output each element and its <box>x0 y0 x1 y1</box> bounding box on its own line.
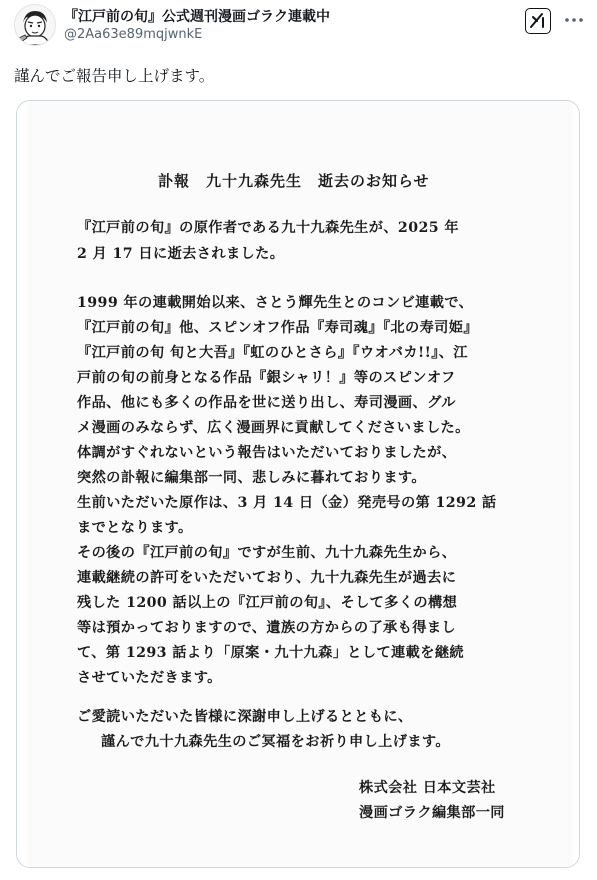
signature-company: 株式会社 日本文芸社 <box>359 780 496 796</box>
display-name[interactable]: 『江戸前の旬』公式週刊漫画ゴラク連載中 <box>64 9 330 25</box>
notice-line: 体調がすぐれないという報告はいただいておりましたが、 <box>77 445 457 461</box>
post-header <box>0 0 597 56</box>
notice-line: 突然の訃報に編集部一同、悲しみに暮れております。 <box>77 470 426 486</box>
notice-line: 等は預かっておりますので、遺族の方からの了承も得まし <box>77 620 456 636</box>
notice-line: 生前いただいた原作は、3 月 14 日（金）発売号の第 1292 話 <box>77 495 497 511</box>
grok-icon <box>526 9 549 32</box>
notice-line: 1999 年の連載開始以来、さとう輝先生とのコンビ連載で、 <box>77 295 474 311</box>
notice-line: 残した 1200 話以上の『江戸前の旬』、そして多くの構想 <box>77 595 458 611</box>
attached-image[interactable] <box>16 100 580 868</box>
notice-line: て、第 1293 話より「原案・九十九森」として連載を継続 <box>77 645 464 661</box>
avatar-illustration <box>15 5 55 45</box>
notice-line: 2 月 17 日に逝去されました。 <box>77 246 285 262</box>
notice-line: させていただきます。 <box>77 670 222 686</box>
more-icon <box>563 10 585 30</box>
notice-title: 訃報 九十九森先生 逝去のお知らせ <box>158 172 430 190</box>
grok-button[interactable] <box>525 8 551 34</box>
notice-line: 『江戸前の旬』他、スピンオフ作品『寿司魂』『北の寿司姫』 <box>77 320 478 336</box>
notice-line: 作品、他にも多くの作品を世に送り出し、寿司漫画、グル <box>77 395 456 411</box>
notice-line: までとなります。 <box>77 520 193 536</box>
signature-department: 漫画ゴラク編集部一同 <box>359 805 505 821</box>
notice-line: その後の『江戸前の旬』ですが生前、九十九森先生から、 <box>77 545 457 561</box>
notice-line: 連載継続の許可をいただいており、九十九森先生が過去に <box>77 570 457 586</box>
avatar[interactable] <box>14 4 56 46</box>
closing-line: ご愛読いただいた皆様に深謝申し上げるとともに、 <box>77 709 413 725</box>
notice-line: 『江戸前の旬 旬と大吾』『虹のひとさら』『ウオバカ!!』、江 <box>77 345 468 361</box>
notice-line: 戸前の旬の前身となる作品『銀シャリ！』等のスピンオフ <box>77 370 456 386</box>
notice-line: メ漫画のみならず、広く漫画界に貢献してくださいました。 <box>77 420 470 436</box>
notice-line: 『江戸前の旬』の原作者である九十九森先生が、2025 年 <box>77 220 459 236</box>
closing-line: 謹んで九十九森先生のご冥福をお祈り申し上げます。 <box>101 734 450 750</box>
notice-document <box>27 101 573 867</box>
user-handle[interactable]: @2Aa63e89mqjwnkE <box>64 27 203 42</box>
more-button[interactable] <box>563 10 585 30</box>
post-text: 謹んでご報告申し上げます。 <box>14 67 215 85</box>
